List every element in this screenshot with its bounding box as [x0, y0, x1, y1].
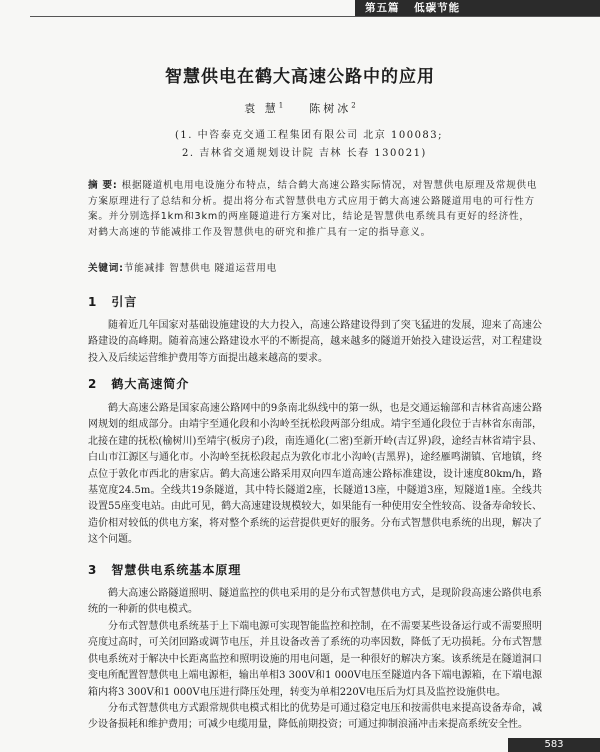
- affiliation-1: (1. 中咨泰克交通工程集团有限公司 北京 100083;: [175, 130, 444, 141]
- section-heading-3: [88, 561, 241, 578]
- keywords: [88, 260, 277, 274]
- section-number: 2: [88, 377, 98, 391]
- section-label: 低碳节能: [414, 2, 461, 14]
- section-title: 智慧供电系统基本原理: [111, 563, 242, 577]
- author-2: 陈树冰: [309, 102, 352, 115]
- keywords-text: 节能减排 智慧供电 隧道运营用电: [123, 263, 278, 274]
- page-number: 583: [508, 738, 600, 752]
- affiliation-2: 2. 吉林省交通规划设计院 吉林 长春 130021): [182, 148, 427, 159]
- header-rule: [30, 16, 600, 17]
- section-title: 鹤大高速简介: [111, 377, 190, 391]
- abstract: [88, 178, 538, 240]
- paragraph: 分布式智慧供电方式跟常规供电模式相比的优势是可通过稳定电压和按需供电来提高设备寿命，减少设备损耗和维护费用；可减少电缆用量，降低前期投资；可通过抑制浪涌冲击来提高系统安全性。: [88, 703, 542, 731]
- author-2-affil-mark: 2: [351, 101, 356, 110]
- section-number: 3: [88, 563, 98, 577]
- paragraph: 鹤大高速公路是国家高速公路网中的9条南北纵线中的第一纵，也是交通运输部和吉林省高速公路网规划的组成部分。由靖宇至通化段和小沟岭至抚松段两部分组成。靖宇至通化段位于吉林省东南部，北接在建的抚松(榆树川)至靖宇(板房子)段，南连通化(二密)至新开岭(吉辽界)段，途经吉林省靖宇县、白山市江源区与通化市。小沟岭至抚松段起点为敦化市北小沟岭(吉黑界)，途经雁鸣湖镇、官地镇，终点位于敦化市西北的唐家店。鹤大高速公路采用双向四车道高速公路标准建设，设计速度80km/h，路基宽度24.5m。全线共19条隧道，其中特长隧道2座，长隧道13座，中隧道3座，短隧道1座。全线共设置55座变电站。由此可见，鹤大高速建设规模较大，如果能有一种使用安全性较高、设备寿命较长、造价相对较低的供电方案，将对整个系统的运营提供更好的服务。分布式智慧供电系统的出现，解决了这个问题。: [88, 403, 542, 546]
- section-title: 引言: [111, 295, 138, 309]
- chapter-label: 第五篇: [365, 2, 400, 14]
- abstract-text: 根据隧道机电用电设施分布特点，结合鹤大高速公路实际情况，对智慧供电原理及常规供电方案原理进行了总结和分析。提出将分布式智慧供电方式应用于鹤大高速公路隧道用电的可行性方案。并分别选择1km和3km的两座隧道进行方案对比，结论是智慧供电系统具有更好的经济性，对鹤大高速的节能减排工作及智慧供电的研究和推广具有一定的指导意义。: [88, 180, 538, 238]
- author-line: [0, 100, 600, 116]
- paper-title: 智慧供电在鹤大高速公路中的应用: [165, 67, 435, 87]
- section-number: 1: [88, 295, 98, 309]
- author-1: 袁 慧: [244, 102, 279, 115]
- paragraph: 随着近几年国家对基础设施建设的大力投入，高速公路建设得到了突飞猛进的发展，迎来了高速公路建设的高峰期。随着高速公路建设水平的不断提高，越来越多的隧道开始投入建设运营，对工程建设投入及后续运营维护费用等方面提出越来越高的要求。: [88, 320, 542, 364]
- author-1-affil-mark: 1: [278, 101, 284, 110]
- running-header: [355, 0, 600, 16]
- paragraph: 分布式智慧供电系统基于上下端电源可实现智能监控和控制，在不需要某些设备运行或不需要照明亮度过高时，可关闭回路或调节电压，并且设备改善了系统的功率因数，降低了无功损耗。分布式智慧供电系统对于解决中长距离监控和照明设施的用电问题，是一种很好的解决方案。该系统是在隧道洞口变电所配置智慧供电上端电源柜，输出单相3 300V和1 000V电压至隧道内各下端电源箱，在下端电源箱内将3 300V和1 000V电压进行降压处理，转变为单相220V电压后为灯具及监控设施供电。: [88, 621, 542, 698]
- section-heading-1: [88, 293, 137, 310]
- paragraph: 鹤大高速公路隧道照明、隧道监控的供电采用的是分布式智慧供电方式，是现阶段高速公路供电系统的一种新的供电模式。: [88, 588, 542, 616]
- abstract-label: 摘 要:: [88, 180, 118, 191]
- section-heading-2: [88, 375, 189, 392]
- keywords-label: 关键词:: [88, 263, 124, 274]
